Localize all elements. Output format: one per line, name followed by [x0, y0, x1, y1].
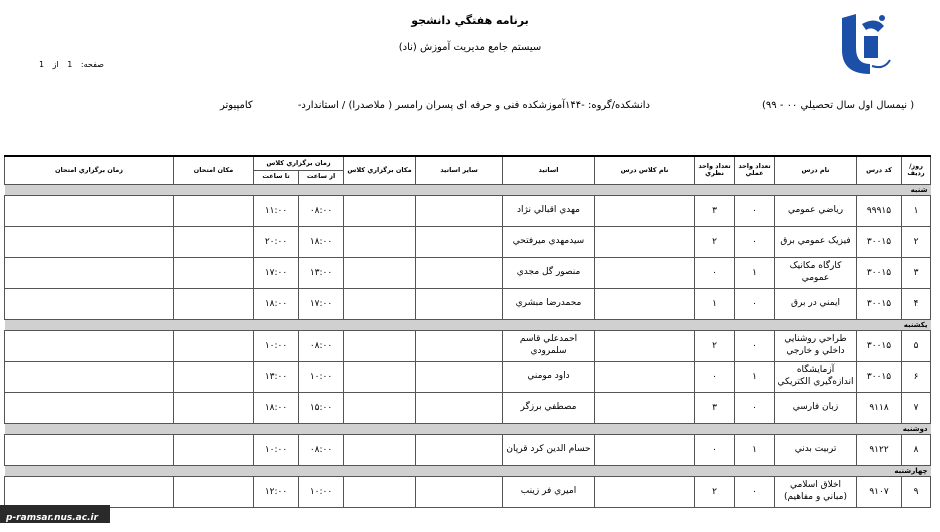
- page-label: صفحه:: [80, 60, 104, 69]
- cell-name: ايمني در برق: [775, 288, 857, 319]
- col-exam-time: زمان برگزاري امتحان: [5, 156, 174, 184]
- cell-other-teachers: [416, 392, 503, 423]
- cell-theory: ۰: [695, 257, 735, 288]
- page-indicator: [36, 60, 107, 69]
- cell-from: ۱۷:۰۰: [299, 288, 344, 319]
- cell-exam-time: [5, 476, 174, 507]
- cell-class-name: [595, 476, 695, 507]
- cell-name: آزمايشگاه اندازه‌گيري الكتريكي: [775, 361, 857, 392]
- col-to: تا ساعت: [254, 170, 299, 184]
- page-total: 1: [39, 60, 45, 69]
- cell-exam-time: [5, 226, 174, 257]
- cell-exam-place: [174, 195, 254, 226]
- cell-other-teachers: [416, 476, 503, 507]
- cell-name: فيزيک عمومي برق: [775, 226, 857, 257]
- cell-code: ۳۰۰۱۵: [857, 226, 902, 257]
- cell-code: ۳۰۰۱۵: [857, 257, 902, 288]
- system-name: سيستم جامع مديريت آموزش (ناد): [398, 42, 542, 53]
- cell-theory: ۰: [695, 361, 735, 392]
- cell-teacher: اميري فر زينب: [503, 476, 595, 507]
- cell-location: [344, 257, 416, 288]
- cell-other-teachers: [416, 330, 503, 361]
- cell-other-teachers: [416, 195, 503, 226]
- cell-exam-place: [174, 392, 254, 423]
- cell-exam-time: [5, 257, 174, 288]
- table-row: [5, 392, 931, 423]
- cell-location: [344, 330, 416, 361]
- cell-theory: ۲: [695, 226, 735, 257]
- cell-exam-time: [5, 330, 174, 361]
- cell-row: ۲: [902, 226, 931, 257]
- cell-other-teachers: [416, 257, 503, 288]
- col-class-name: نام كلاس درس: [595, 156, 695, 184]
- cell-from: ۱۳:۰۰: [299, 257, 344, 288]
- col-teacher: اساتيد: [503, 156, 595, 184]
- col-class-time: زمان برگزاري كلاس: [254, 156, 344, 170]
- day-row: [5, 184, 931, 195]
- day-row: [5, 465, 931, 476]
- cell-theory: ۲: [695, 330, 735, 361]
- cell-name: رياضي عمومي: [775, 195, 857, 226]
- cell-to: ۱۲:۰۰: [254, 476, 299, 507]
- day-row: [5, 423, 931, 434]
- cell-teacher: منصور گل مجدي: [503, 257, 595, 288]
- cell-class-name: [595, 226, 695, 257]
- table-row: [5, 226, 931, 257]
- cell-from: ۱۵:۰۰: [299, 392, 344, 423]
- cell-theory: ۲: [695, 476, 735, 507]
- cell-location: [344, 195, 416, 226]
- cell-to: ۲۰:۰۰: [254, 226, 299, 257]
- cell-exam-place: [174, 434, 254, 465]
- semester-label: ( نيمسال اول سال تحصيلي ۰۰ - ۹۹): [762, 100, 915, 111]
- cell-class-name: [595, 257, 695, 288]
- day-label: يکشنبه: [5, 319, 931, 330]
- cell-class-name: [595, 361, 695, 392]
- cell-teacher: داود مومني: [503, 361, 595, 392]
- col-theory: تعداد واحد نظري: [695, 156, 735, 184]
- cell-name: زبان فارسي: [775, 392, 857, 423]
- cell-location: [344, 476, 416, 507]
- cell-name: اخلاق اسلامي (مباني و مفاهيم): [775, 476, 857, 507]
- cell-exam-place: [174, 476, 254, 507]
- cell-row: ۸: [902, 434, 931, 465]
- cell-teacher: مهدي اقبالي نژاد: [503, 195, 595, 226]
- watermark-text: p-ramsar.nus.ac.ir: [6, 513, 99, 523]
- day-label: شنبه: [5, 184, 931, 195]
- cell-name: کارگاه مکانيک عمومي: [775, 257, 857, 288]
- cell-exam-time: [5, 434, 174, 465]
- col-other-teachers: ساير اساتيد: [416, 156, 503, 184]
- cell-code: ۹۱۱۸: [857, 392, 902, 423]
- cell-class-name: [595, 195, 695, 226]
- col-name: نام درس: [775, 156, 857, 184]
- cell-to: ۱۳:۰۰: [254, 361, 299, 392]
- cell-code: ۹۹۹۱۵: [857, 195, 902, 226]
- cell-practical: ۱: [735, 361, 775, 392]
- cell-theory: ۱: [695, 288, 735, 319]
- day-row: [5, 319, 931, 330]
- cell-other-teachers: [416, 288, 503, 319]
- major-name: کامپيوتر: [220, 100, 253, 111]
- cell-from: ۱۰:۰۰: [299, 476, 344, 507]
- cell-other-teachers: [416, 434, 503, 465]
- col-exam-place: مكان امتحان: [174, 156, 254, 184]
- watermark-bar: [0, 505, 110, 523]
- cell-class-name: [595, 434, 695, 465]
- cell-practical: ۰: [735, 476, 775, 507]
- cell-exam-time: [5, 288, 174, 319]
- cell-exam-time: [5, 195, 174, 226]
- cell-practical: ۰: [735, 195, 775, 226]
- cell-code: ۳۰۰۱۵: [857, 361, 902, 392]
- cell-practical: ۰: [735, 288, 775, 319]
- day-label: چهارشنبه: [5, 465, 931, 476]
- cell-other-teachers: [416, 226, 503, 257]
- cell-class-name: [595, 392, 695, 423]
- table-row: [5, 288, 931, 319]
- cell-location: [344, 226, 416, 257]
- col-practical: تعداد واحد عملي: [735, 156, 775, 184]
- cell-from: ۰۸:۰۰: [299, 434, 344, 465]
- cell-teacher: سيدمهدي ميرفتحي: [503, 226, 595, 257]
- university-logo-icon: [832, 10, 894, 80]
- cell-location: [344, 392, 416, 423]
- cell-from: ۱۸:۰۰: [299, 226, 344, 257]
- cell-exam-place: [174, 257, 254, 288]
- cell-to: ۱۷:۰۰: [254, 257, 299, 288]
- page-current: 1: [67, 60, 73, 69]
- cell-exam-time: [5, 361, 174, 392]
- table-row: [5, 257, 931, 288]
- cell-code: ۳۰۰۱۵: [857, 288, 902, 319]
- cell-to: ۱۰:۰۰: [254, 434, 299, 465]
- col-row: روز/رديف: [902, 156, 931, 184]
- cell-row: ۳: [902, 257, 931, 288]
- page-title: برنامه هفتگي دانشجو: [411, 14, 529, 27]
- cell-class-name: [595, 288, 695, 319]
- cell-practical: ۱: [735, 257, 775, 288]
- cell-row: ۶: [902, 361, 931, 392]
- cell-class-name: [595, 330, 695, 361]
- cell-theory: ۳: [695, 392, 735, 423]
- cell-from: ۰۸:۰۰: [299, 195, 344, 226]
- cell-row: ۹: [902, 476, 931, 507]
- col-from: از ساعت: [299, 170, 344, 184]
- table-row: [5, 330, 931, 361]
- cell-to: ۱۰:۰۰: [254, 330, 299, 361]
- cell-row: ۴: [902, 288, 931, 319]
- cell-exam-place: [174, 330, 254, 361]
- cell-code: ۹۱۲۲: [857, 434, 902, 465]
- cell-from: ۰۸:۰۰: [299, 330, 344, 361]
- cell-location: [344, 434, 416, 465]
- schedule-table: [4, 155, 931, 508]
- faculty-label: دانشكده/گروه:: [587, 100, 650, 111]
- col-code: كد درس: [857, 156, 902, 184]
- cell-name: تربيت بدني: [775, 434, 857, 465]
- cell-from: ۱۰:۰۰: [299, 361, 344, 392]
- cell-row: ۱: [902, 195, 931, 226]
- cell-location: [344, 288, 416, 319]
- cell-practical: ۰: [735, 226, 775, 257]
- cell-practical: ۰: [735, 330, 775, 361]
- cell-row: ۷: [902, 392, 931, 423]
- cell-exam-time: [5, 392, 174, 423]
- cell-row: ۵: [902, 330, 931, 361]
- faculty-info: [280, 100, 650, 111]
- cell-teacher: حسام الدين کرد قرپان: [503, 434, 595, 465]
- table-row: [5, 434, 931, 465]
- cell-to: ۱۱:۰۰: [254, 195, 299, 226]
- cell-teacher: مصطفي برزگر: [503, 392, 595, 423]
- cell-other-teachers: [416, 361, 503, 392]
- cell-code: ۳۰۰۱۵: [857, 330, 902, 361]
- table-row: [5, 361, 931, 392]
- cell-teacher: محمدرضا مبشري: [503, 288, 595, 319]
- page-of: از: [52, 60, 59, 69]
- cell-to: ۱۸:۰۰: [254, 288, 299, 319]
- cell-exam-place: [174, 226, 254, 257]
- table-row: [5, 195, 931, 226]
- cell-theory: ۰: [695, 434, 735, 465]
- col-location: مكان برگزاري كلاس: [344, 156, 416, 184]
- cell-exam-place: [174, 361, 254, 392]
- cell-teacher: احمدعلي قاسم سلمرودي: [503, 330, 595, 361]
- cell-practical: ۱: [735, 434, 775, 465]
- cell-to: ۱۸:۰۰: [254, 392, 299, 423]
- faculty-value: -۱۴۴آموزشکده فنی و حرفه ای پسران رامسر ( ملاصدرا) / استاندارد-: [297, 100, 585, 111]
- cell-location: [344, 361, 416, 392]
- cell-exam-place: [174, 288, 254, 319]
- table-row: [5, 476, 931, 507]
- cell-name: طراحي روشنايي داخلي و خارجي: [775, 330, 857, 361]
- cell-theory: ۳: [695, 195, 735, 226]
- cell-code: ۹۱۰۷: [857, 476, 902, 507]
- cell-practical: ۰: [735, 392, 775, 423]
- day-label: دوشنبه: [5, 423, 931, 434]
